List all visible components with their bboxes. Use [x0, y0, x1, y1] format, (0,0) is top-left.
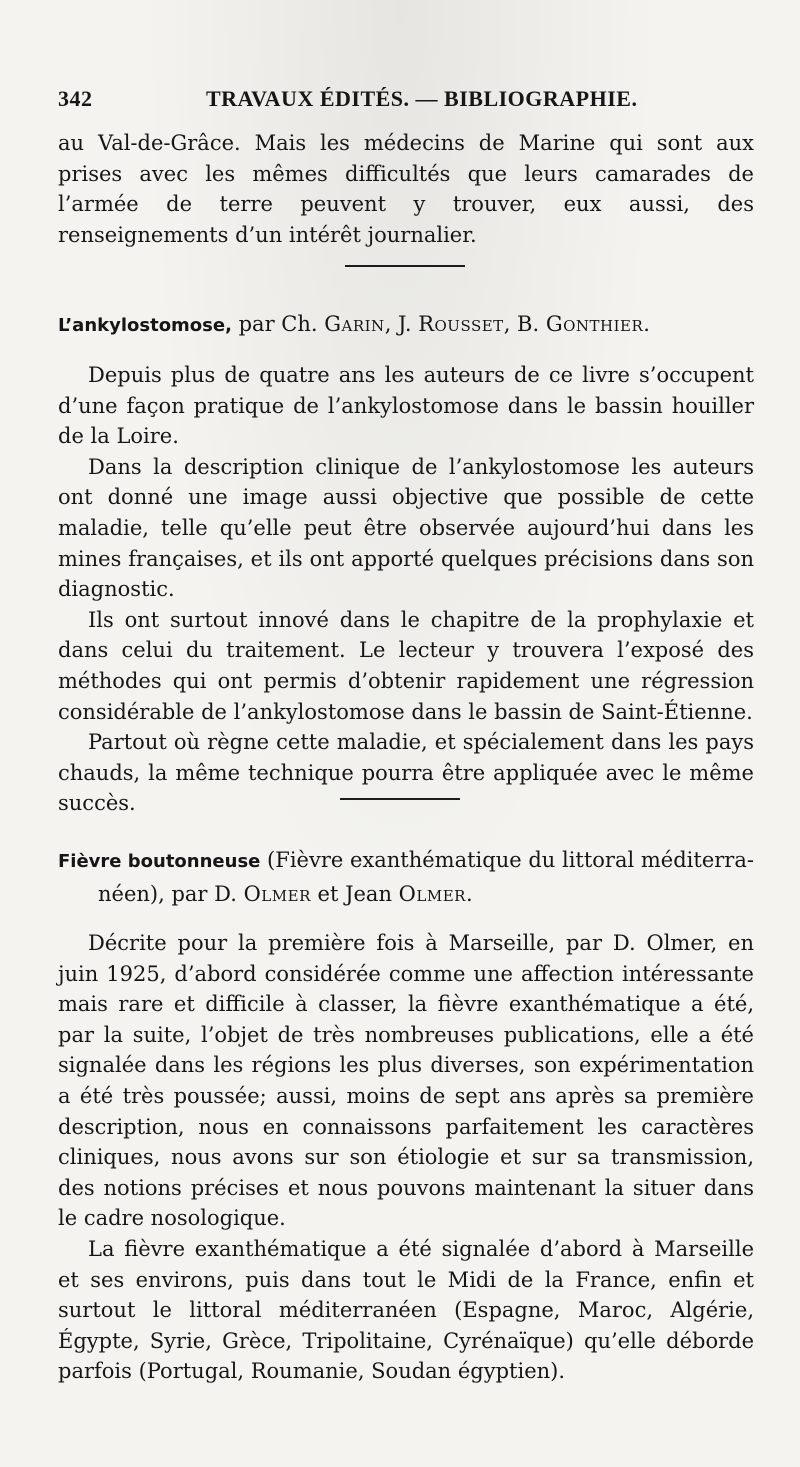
review1-heading: L’ankylostomose, par Ch. Garin, J. Rousset, B. Gonthier.	[58, 312, 650, 336]
review1-paragraph-1: Depuis plus de quatre ans les auteurs de ce livre s’occupent d’une façon pratique de l’ankylostomose dans le bassin houiller de la Loire.	[58, 363, 754, 449]
intro-block	[58, 128, 754, 250]
section-divider-2	[340, 798, 460, 800]
review2-author-1: Olmer	[243, 882, 311, 906]
review2-author-2: Olmer	[398, 882, 466, 906]
review1-body	[58, 360, 754, 819]
review2-body	[58, 928, 754, 1387]
review2-paragraph-1: Décrite pour la première fois à Marseille, par D. Olmer, en juin 1925, d’abord considérée comme une affection intéressante mais rare et difficile à classer, la fièvre exanthématique a été, par la suite, l’objet de très nombreuses publications, elle a été signalée dans les régions les plus diverses, son expérimentation a été très poussée; aussi, moins de sept ans après sa première description, nous en connaissons parfaitement les caractères cliniques, nous avons sur son étiologie et sur sa transmission, des notions précises et nous pouvons maintenant la situer dans le cadre nosologique.	[58, 931, 754, 1231]
review2-title: Fièvre boutonneuse	[58, 851, 261, 872]
review1-author-2: Rousset	[418, 312, 504, 336]
review1-author-1: Garin	[324, 312, 385, 336]
intro-paragraph: au Val-de-Grâce. Mais les médecins de Marine qui sont aux prises avec les mêmes difficultés que leurs camarades de l’armée de terre peuvent y trouver, eux aussi, des renseignements d’un intérêt journalier.	[58, 131, 754, 247]
review1-author-3: Gonthier	[545, 312, 644, 336]
review1-title: L’ankylostomose,	[58, 315, 232, 336]
review1-paragraph-3: Ils ont surtout innové dans le chapitre de la prophylaxie et dans celui du traitement. Le lecteur y trouvera l’exposé des méthodes qui ont permis d’obtenir rapidement une régression considérable de l’ankylostomose dans le bassin de Saint-Étienne.	[58, 607, 754, 724]
page-header	[58, 82, 758, 122]
review2-heading: Fièvre boutonneuse (Fièvre exanthématique du littoral méditerra- néen), par D. Olmer et Jean Olmer.	[58, 848, 754, 906]
section-divider-1	[345, 265, 465, 267]
running-title: TRAVAUX ÉDITÉS. — BIBLIOGRAPHIE.	[206, 86, 638, 111]
review1-paragraph-2: Dans la description clinique de l’ankylostomose les auteurs ont donné une image aussi objective que possible de cette maladie, telle qu’elle peut être observée aujourd’hui dans les mines françaises, et ils ont apporté quelques précisions dans son diagnostic.	[58, 454, 754, 602]
review2-paragraph-2: La fièvre exanthématique a été signalée d’abord à Marseille et ses environs, puis dans tout le Midi de la France, enfin et surtout le littoral méditerranéen (Espagne, Maroc, Algérie, Égypte, Syrie, Grèce, Tripolitaine, Cyrénaïque) qu’elle déborde parfois (Portugal, Roumanie, Soudan égyptien).	[58, 1236, 754, 1384]
review1-paragraph-4: Partout où règne cette maladie, et spécialement dans les pays chauds, la même technique pourra être appliquée avec le même succès.	[58, 730, 754, 816]
page-number: 342	[58, 86, 93, 111]
